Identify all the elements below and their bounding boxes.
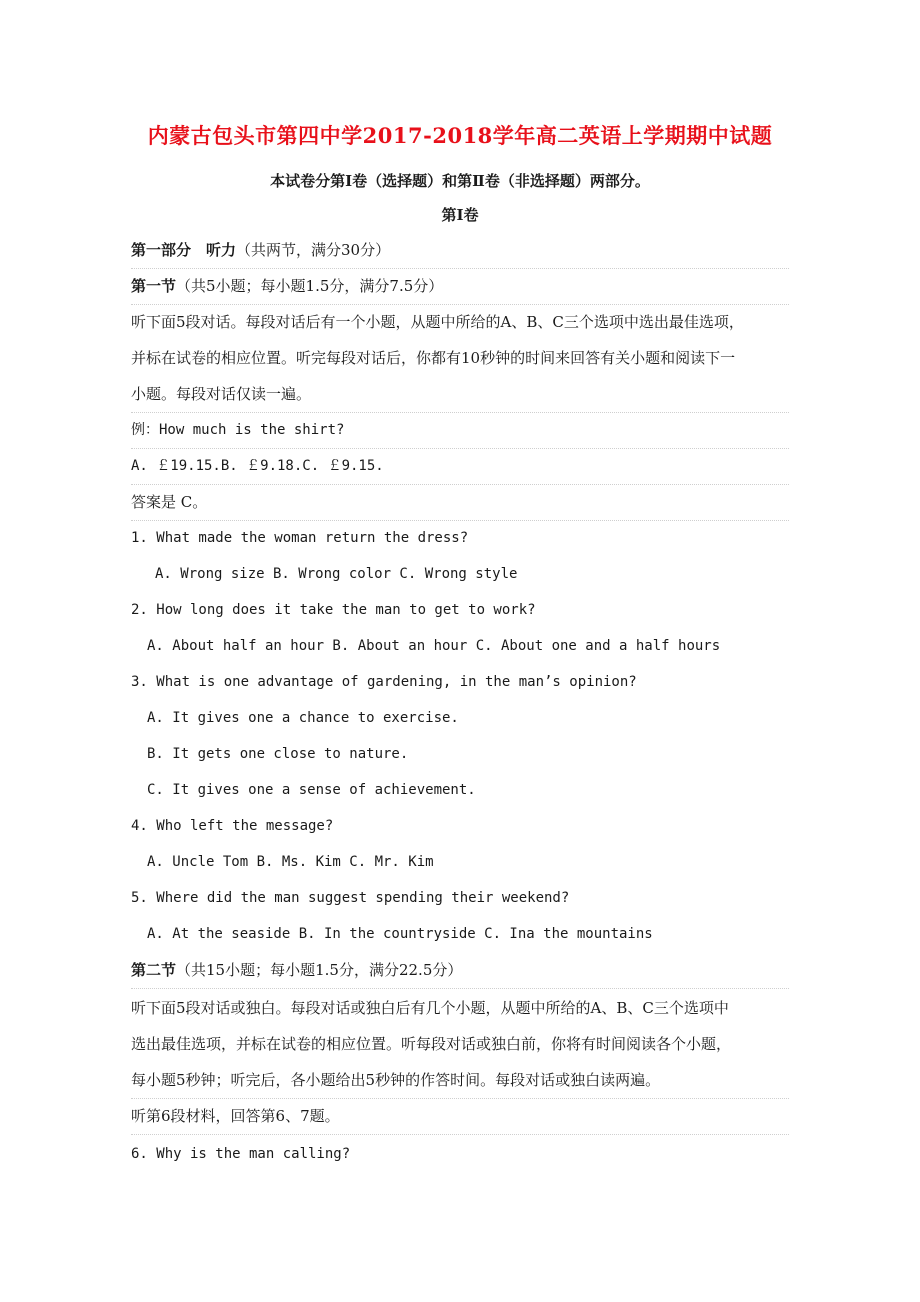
section1-instruction-line: 听下面5段对话。每段对话后有一个小题，从题中所给的A、B、C三个选项中选出最佳选项， (131, 313, 744, 331)
question-text: 2. How long does it take the man to get to work? (131, 602, 536, 618)
question-option: A. It gives one a chance to exercise. (147, 710, 459, 726)
section2-instruction-line: 选出最佳选项，并标在试卷的相应位置。听每段对话或独白前，你将有时间阅读各个小题， (131, 1035, 732, 1053)
section1-heading-line (131, 268, 789, 305)
question-options: A. About half an hour B. About an hour C. About one and a half hours (147, 638, 721, 654)
section2-heading-note: （共15小题；每小题1.5分，满分22.5分） (176, 961, 463, 979)
section1-instruction-line: 并标在试卷的相应位置。听完每段对话后，你都有10秒钟的时间来回答有关小题和阅读下一 (131, 349, 736, 367)
question-text: 6. Why is the man calling? (131, 1146, 351, 1162)
volume-label: 第Ⅰ卷 (441, 206, 479, 224)
question-option: B. It gets one close to nature. (147, 746, 409, 762)
part1-heading: 第一部分 听力 (131, 241, 237, 259)
section2-heading: 第二节 (131, 961, 177, 979)
section2-instruction-line: 听下面5段对话或独白。每段对话或独白后有几个小题，从题中所给的A、B、C三个选项中 (131, 999, 729, 1017)
part1-heading-note: （共两节，满分30分） (236, 241, 391, 259)
question-options: A. Wrong size B. Wrong color C. Wrong style (155, 566, 518, 582)
section1-heading-note: （共5小题；每小题1.5分，满分7.5分） (176, 277, 444, 295)
question-option: C. It gives one a sense of achievement. (147, 782, 476, 798)
question-text: 3. What is one advantage of gardening, in the man’s opinion? (131, 674, 637, 690)
document-subtitle: 本试卷分第Ⅰ卷（选择题）和第Ⅱ卷（非选择题）两部分。 (270, 172, 650, 190)
material-note: 听第6段材料，回答第6、7题。 (131, 1098, 789, 1135)
part1-heading-line (131, 232, 789, 269)
document-title: 内蒙古包头市第四中学2017-2018学年高二英语上学期期中试题 (147, 123, 773, 148)
question-options: A. Uncle Tom B. Ms. Kim C. Mr. Kim (147, 854, 434, 870)
section2-heading-line (131, 952, 789, 989)
section1-instruction-line: 小题。每段对话仅读一遍。 (131, 376, 789, 413)
example-question: 例：How much is the shirt? (131, 412, 789, 449)
question-text: 4. Who left the message? (131, 818, 334, 834)
question-text: 5. Where did the man suggest spending their weekend? (131, 890, 570, 906)
example-options: A. ￡19.15.B. ￡9.18.C. ￡9.15. (131, 448, 789, 485)
question-text: 1. What made the woman return the dress? (131, 530, 469, 546)
example-answer: 答案是 C。 (131, 484, 789, 521)
section1-heading: 第一节 (131, 277, 177, 295)
section2-instruction-line: 每小题5秒钟；听完后，各小题给出5秒钟的作答时间。每段对话或独白读两遍。 (131, 1062, 789, 1099)
question-options: A. At the seaside B. In the countryside C. Ina the mountains (147, 926, 653, 942)
